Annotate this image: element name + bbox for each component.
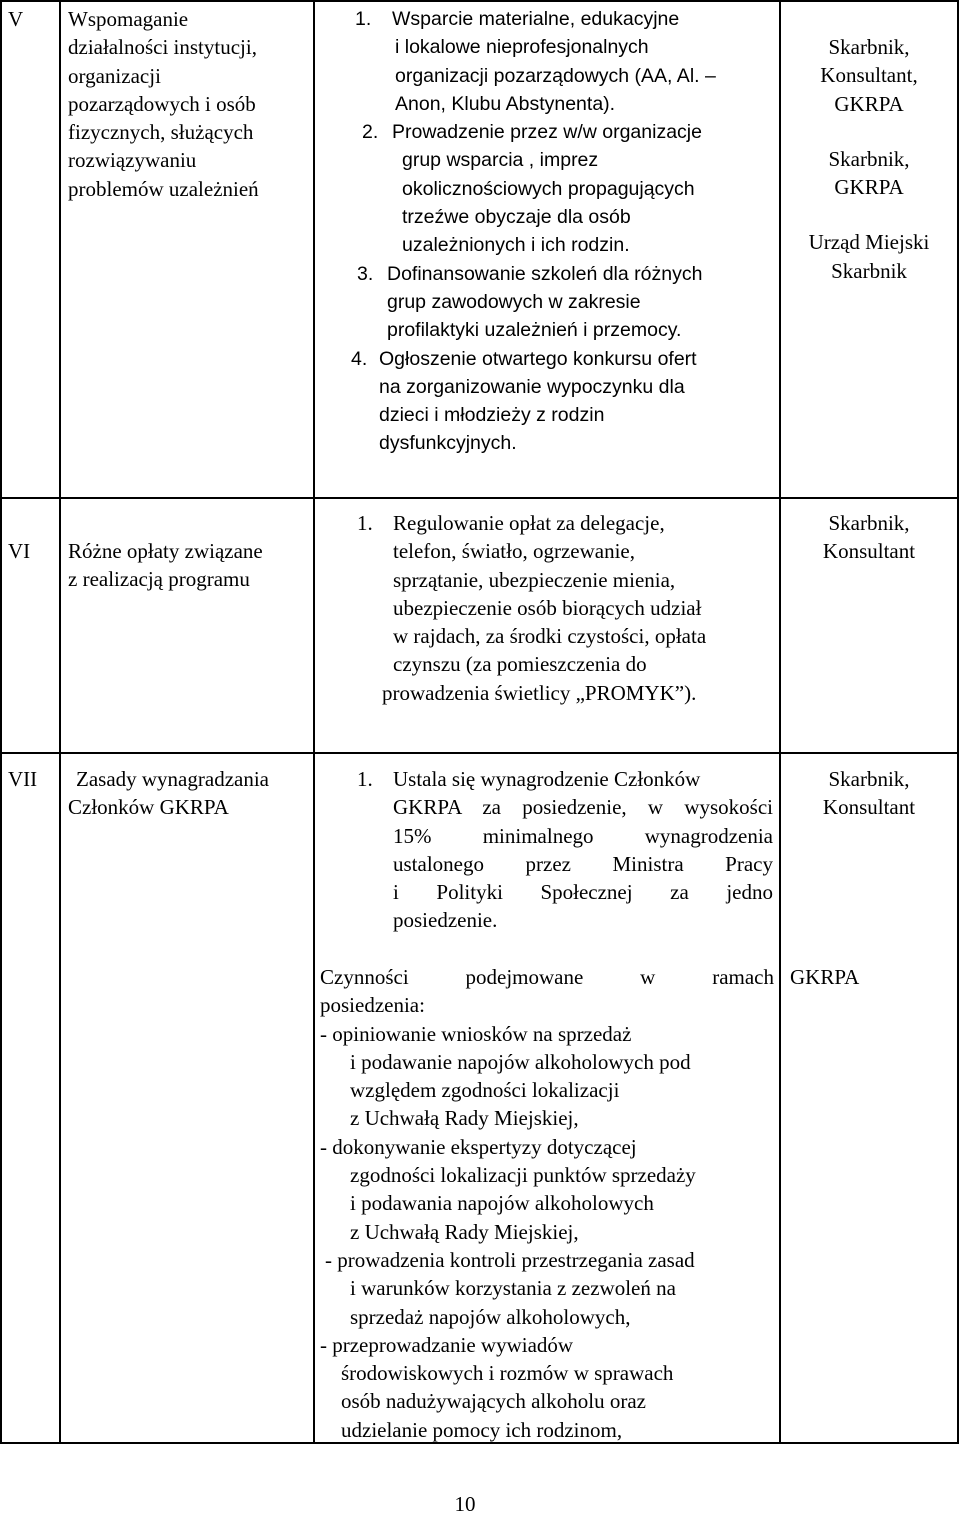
row-vi-responsible: Skarbnik, Konsultant	[822, 511, 916, 564]
row-vii-activities-responsible: GKRPA	[790, 965, 860, 989]
row-v-tasks	[351, 5, 716, 458]
task-line: grup wsparcia , imprez	[402, 149, 599, 172]
task-item	[357, 260, 716, 345]
title-line: z realizacją programu	[68, 567, 250, 592]
row-vi-title	[68, 537, 263, 594]
activities-line: osób nadużywających alkoholu oraz	[341, 1389, 646, 1414]
row-v-number: V	[8, 7, 24, 31]
task-line: ubezpieczenie osób biorących udział	[393, 595, 702, 620]
row-divider-v-vi	[0, 497, 959, 499]
task-line: uzależnionych i ich rodzin.	[402, 234, 630, 257]
activities-line: i warunków korzystania z zezwoleń na	[350, 1276, 676, 1301]
activities-line: Czynności podejmowane w ramach	[320, 965, 774, 989]
task-line: grup zawodowych w zakresie	[387, 290, 641, 313]
activities-line: - opiniowanie wniosków na sprzedaż	[320, 1021, 632, 1046]
title-line: działalności instytucji,	[68, 35, 257, 60]
activities-line: posiedzenia:	[320, 993, 425, 1018]
task-line: na zorganizowanie wypoczynku dla	[379, 375, 685, 398]
activities-line: z Uchwałą Rady Miejskiej,	[350, 1219, 579, 1244]
title-line: fizycznych, służących	[68, 120, 254, 145]
task-line: Regulowanie opłat za delegacje,	[393, 511, 665, 535]
activities-line: i podawania napojów alkoholowych	[350, 1191, 654, 1216]
task-line: sprzątanie, ubezpieczenie mienia,	[393, 567, 676, 592]
row-vii-activities	[320, 963, 774, 1444]
responsible-group: Skarbnik, Konsultant, GKRPA	[820, 35, 918, 116]
activities-line: z Uchwałą Rady Miejskiej,	[350, 1106, 579, 1131]
page-number: 10	[454, 1492, 476, 1516]
title-line: Zasady wynagradzania	[76, 767, 269, 791]
task-number: 2.	[362, 121, 379, 144]
row-vii-number: VII	[8, 767, 38, 791]
title-line: problemów uzależnień	[68, 176, 259, 201]
task-number: 1.	[357, 511, 373, 535]
task-number: 3.	[357, 262, 374, 285]
task-line: Prowadzenie przez w/w organizacje	[392, 121, 702, 144]
activities-line: i podawanie napojów alkoholowych pod	[350, 1049, 691, 1074]
task-item	[357, 765, 773, 935]
table-top-border	[0, 0, 959, 2]
activities-line: - przeprowadzanie wywiadów	[320, 1332, 574, 1357]
title-line: Różne opłaty związane	[68, 539, 263, 563]
task-item	[355, 5, 716, 118]
task-item	[357, 509, 706, 707]
responsible-group: Skarbnik, GKRPA	[828, 146, 910, 200]
activities-line: względem zgodności lokalizacji	[350, 1078, 620, 1103]
column-divider-1	[59, 0, 61, 1444]
task-line: telefon, światło, ogrzewanie,	[393, 539, 635, 564]
task-line: trzeźwe obyczaje dla osób	[402, 206, 631, 229]
responsible-group: Urząd Miejski Skarbnik	[808, 230, 930, 283]
task-number: 4.	[351, 347, 368, 370]
title-line: pozarządowych i osób	[68, 91, 256, 116]
activities-line: środowiskowych i rozmów w sprawach	[341, 1361, 674, 1386]
title-line: Członków GKRPA	[68, 795, 229, 820]
task-line: dysfunkcyjnych.	[379, 432, 517, 455]
activities-line: zgodności lokalizacji punktów sprzedaży	[350, 1163, 696, 1188]
task-line: GKRPA za posiedzenie, w wysokości	[393, 795, 773, 820]
task-line: organizacji pozarządowych (AA, Al. –	[395, 64, 716, 87]
table-right-border	[957, 0, 959, 1444]
activities-line: - prowadzenia kontroli przestrzegania zasad	[325, 1247, 695, 1272]
task-line: Anon, Klubu Abstynenta).	[395, 92, 616, 115]
task-item	[351, 345, 716, 458]
activities-line: - dokonywanie ekspertyzy dotyczącej	[320, 1134, 637, 1159]
task-line: posiedzenie.	[393, 908, 498, 933]
task-number: 1.	[357, 767, 373, 791]
title-line: Wspomaganie	[68, 7, 189, 31]
column-divider-2	[313, 0, 315, 1444]
task-line: i Polityki Społecznej za jedno	[393, 880, 773, 905]
task-number: 1.	[355, 8, 372, 30]
task-line: ustalonego przez Ministra Pracy	[393, 851, 773, 876]
task-line: okolicznościowych propagujących	[402, 177, 695, 200]
row-vii-responsible: Skarbnik, Konsultant	[822, 767, 916, 820]
activities-line: udzielanie pomocy ich rodzinom,	[341, 1417, 623, 1442]
task-line: Ustala się wynagrodzenie Członków	[393, 767, 701, 791]
task-line: w rajdach, za środki czystości, opłata	[393, 624, 707, 649]
task-line: dzieci i młodzieży z rodzin	[379, 404, 605, 427]
row-vi-number: VI	[8, 539, 31, 563]
table-left-border	[0, 0, 2, 1444]
task-line: Wsparcie materialne, edukacyjne	[392, 8, 680, 30]
task-line: Dofinansowanie szkoleń dla różnych	[387, 262, 703, 285]
row-divider-vi-vii	[0, 752, 959, 754]
title-line: organizacji	[68, 63, 161, 88]
task-item	[362, 118, 716, 259]
title-line: rozwiązywaniu	[68, 148, 197, 173]
row-vii-task	[357, 765, 773, 935]
task-line: Ogłoszenie otwartego konkursu ofert	[379, 347, 697, 370]
task-line: czynszu (za pomieszczenia do	[393, 652, 647, 677]
row-v-title	[68, 5, 259, 203]
task-line: prowadzenia świetlicy „PROMYK”).	[382, 680, 697, 705]
activities-line: sprzedaż napojów alkoholowych,	[350, 1304, 631, 1329]
task-line: 15% minimalnego wynagrodzenia	[393, 823, 773, 848]
task-line: profilaktyki uzależnień i przemocy.	[387, 319, 682, 342]
row-v-responsible	[781, 33, 957, 285]
row-vi-task	[357, 509, 706, 707]
task-line: i lokalowe nieprofesjonalnych	[395, 36, 649, 59]
row-vii-title	[68, 765, 269, 822]
